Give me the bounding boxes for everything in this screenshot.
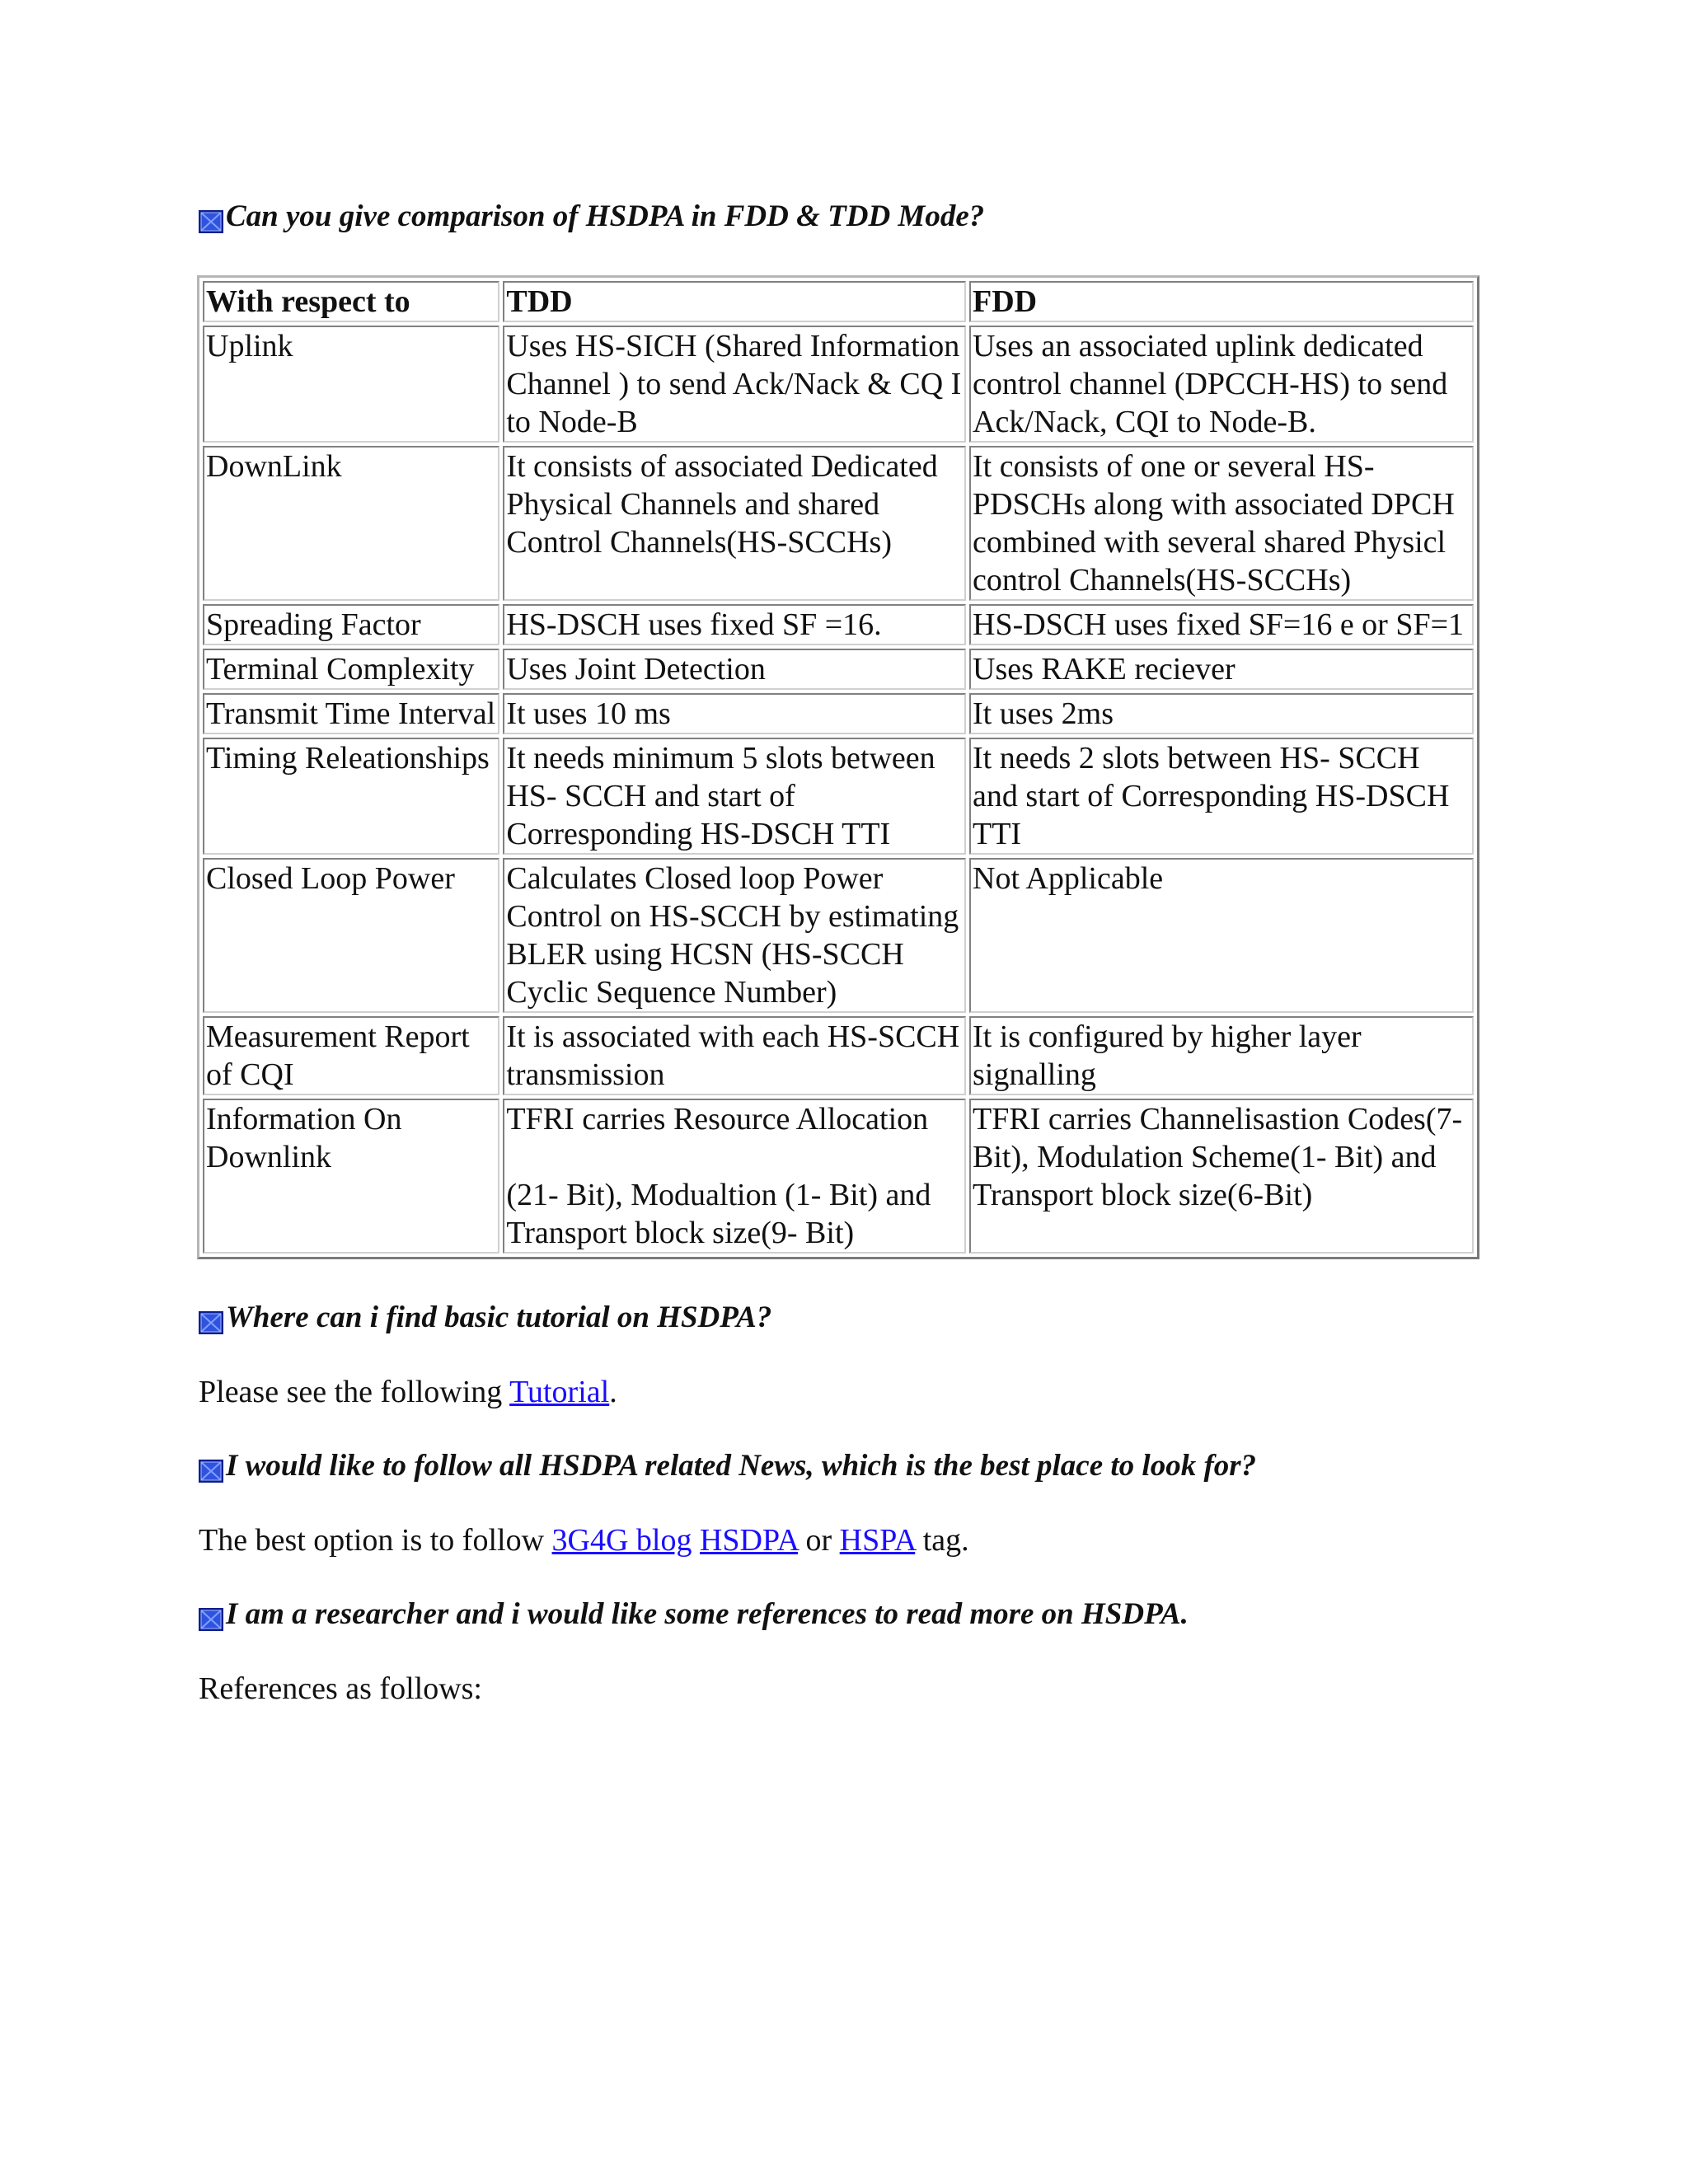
table-row [203, 1016, 1474, 1095]
tutorial-link[interactable]: Tutorial [509, 1375, 610, 1409]
paragraph-text: . [609, 1375, 617, 1409]
tutorial-paragraph [199, 1373, 1484, 1411]
row-label-cell: Information On Downlink [203, 1099, 499, 1254]
tdd-cell: It is associated with each HS-SCCH transmission [503, 1016, 966, 1095]
table-row [203, 649, 1474, 690]
tdd-cell: Uses Joint Detection [503, 649, 966, 690]
bullet-square-icon [199, 205, 223, 228]
3g4g-blog-link[interactable]: 3G4G blog [551, 1523, 692, 1558]
fdd-cell: It consists of one or several HS-PDSCHs along with associated DPCH combined with several shared Physicl control Channels(HS-SCCHs) [969, 446, 1474, 601]
paragraph-text: or [798, 1523, 840, 1558]
comparison-table [197, 275, 1479, 1259]
question-text: I am a researcher and i would like some references to read more on HSDPA. [226, 1597, 1189, 1631]
paragraph-text: tag. [915, 1523, 969, 1558]
table-row [203, 1099, 1474, 1254]
row-label-cell: DownLink [203, 446, 499, 601]
row-label-cell: Timing Releationships [203, 738, 499, 855]
tdd-cell: HS-DSCH uses fixed SF =16. [503, 604, 966, 645]
row-label-cell: Measurement Report of CQI [203, 1016, 499, 1095]
fdd-cell: Uses an associated uplink dedicated control channel (DPCCH-HS) to send Ack/Nack, CQI to Node-B. [969, 326, 1474, 443]
tdd-cell: Uses HS-SICH (Shared Information Channel ) to send Ack/Nack & CQ I to Node-B [503, 326, 966, 443]
fdd-cell: Not Applicable [969, 858, 1474, 1013]
table-row [203, 604, 1474, 645]
fdd-cell: TFRI carries Channelisastion Codes(7- Bit), Modulation Scheme(1- Bit) and Transport block size(6-Bit) [969, 1099, 1474, 1254]
paragraph-text: The best option is to follow [199, 1523, 552, 1558]
tdd-cell: It uses 10 ms [503, 693, 966, 734]
paragraph-text: Please see the following [199, 1375, 510, 1409]
tdd-cell [503, 1099, 966, 1254]
question-text: Can you give comparison of HSDPA in FDD & TDD Mode? [226, 199, 985, 233]
hsdpa-tag-link[interactable]: HSDPA [699, 1523, 798, 1558]
row-label-cell: Closed Loop Power [203, 858, 499, 1013]
question-heading [199, 1299, 1484, 1337]
fdd-cell: It is configured by higher layer signalling [969, 1016, 1474, 1095]
table-row [203, 738, 1474, 855]
table-row [203, 858, 1474, 1013]
bullet-square-icon [199, 1306, 223, 1329]
tdd-cell-line: TFRI carries Resource Allocation [506, 1102, 929, 1137]
paragraph-text [692, 1523, 700, 1558]
table-row [203, 446, 1474, 601]
bullet-square-icon [199, 1603, 223, 1626]
bullet-square-icon [199, 1455, 223, 1478]
document-page [199, 198, 1484, 1708]
table-row [203, 326, 1474, 443]
question-heading [199, 198, 1484, 236]
tdd-cell: It needs minimum 5 slots between HS- SCCH and start of Corresponding HS-DSCH TTI [503, 738, 966, 855]
references-paragraph: References as follows: [199, 1671, 482, 1706]
tdd-cell-line: (21- Bit), Modualtion (1- Bit) and Transport block size(9- Bit) [506, 1178, 931, 1250]
row-label-cell: Spreading Factor [203, 604, 499, 645]
question-text: I would like to follow all HSDPA related News, which is the best place to look for? [226, 1449, 1257, 1483]
question-text: Where can i find basic tutorial on HSDPA? [226, 1301, 772, 1334]
header-cell: With respect to [203, 281, 499, 322]
row-label-cell: Uplink [203, 326, 499, 443]
table-header-row [203, 281, 1474, 322]
row-label-cell: Terminal Complexity [203, 649, 499, 690]
tdd-cell: It consists of associated Dedicated Physical Channels and shared Control Channels(HS-SCCHs) [503, 446, 966, 601]
header-cell: TDD [503, 281, 966, 322]
header-cell: FDD [969, 281, 1474, 322]
question-heading [199, 1596, 1484, 1633]
row-label-cell: Transmit Time Interval [203, 693, 499, 734]
fdd-cell: HS-DSCH uses fixed SF=16 e or SF=1 [969, 604, 1474, 645]
tdd-cell: Calculates Closed loop Power Control on HS-SCCH by estimating BLER using HCSN (HS-SCCH Cyclic Sequence Number) [503, 858, 966, 1013]
fdd-cell: It needs 2 slots between HS- SCCH and start of Corresponding HS-DSCH TTI [969, 738, 1474, 855]
table-row [203, 693, 1474, 734]
hspa-tag-link[interactable]: HSPA [839, 1523, 916, 1558]
news-paragraph [199, 1521, 1484, 1559]
question-heading [199, 1447, 1484, 1485]
cell-spacer [506, 1138, 963, 1176]
fdd-cell: It uses 2ms [969, 693, 1474, 734]
fdd-cell: Uses RAKE reciever [969, 649, 1474, 690]
